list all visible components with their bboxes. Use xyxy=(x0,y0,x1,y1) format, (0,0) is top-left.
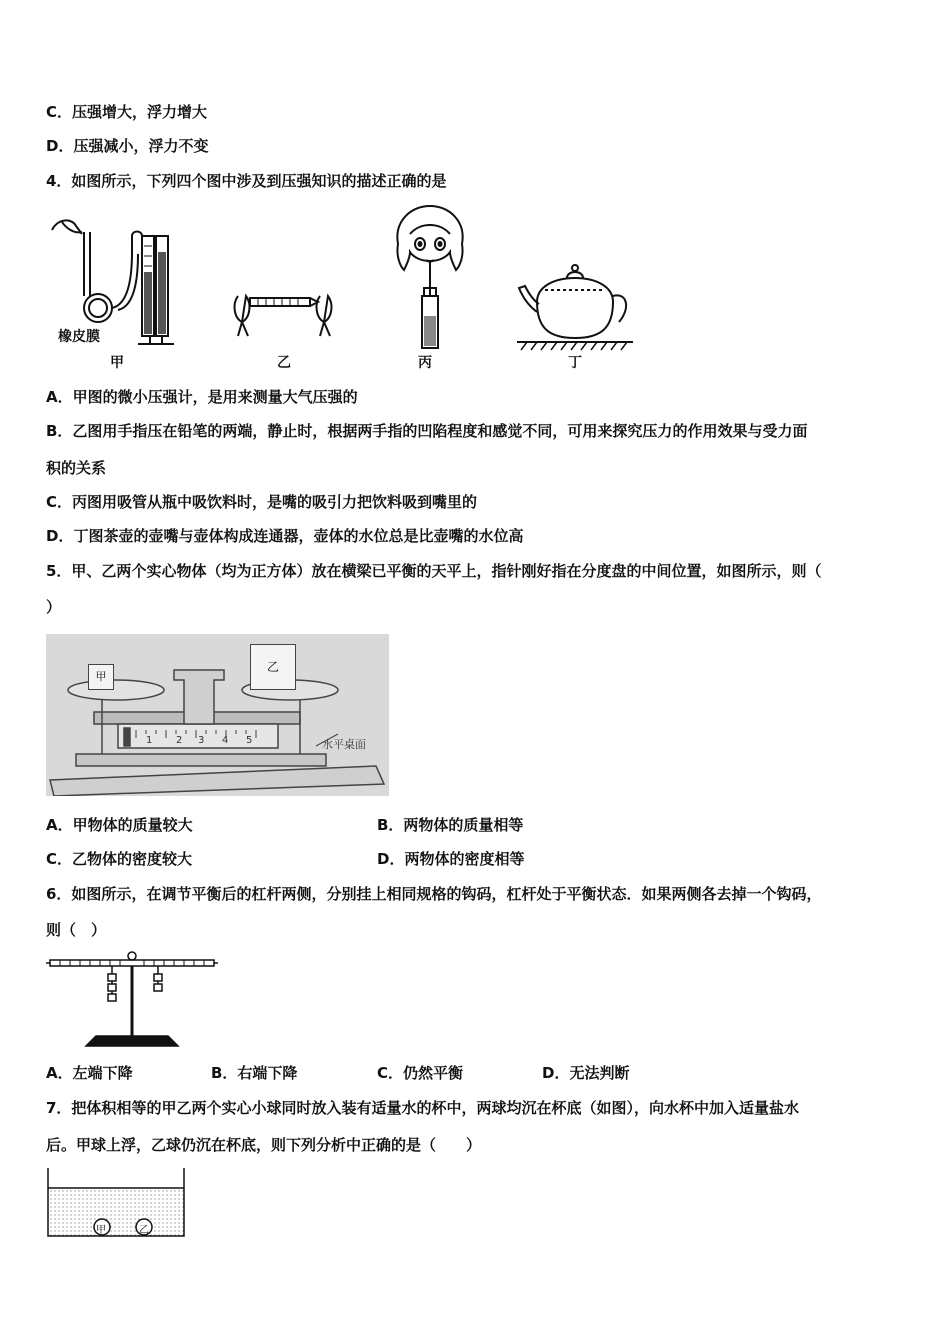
q6-option-d: D．无法判断 xyxy=(542,1064,630,1082)
q5-option-d: D．两物体的密度相等 xyxy=(377,850,525,868)
q5-option-a: A．甲物体的质量较大 xyxy=(46,816,193,834)
scale-tick-2: 2 xyxy=(176,735,183,746)
q6-stem-line2: 则（ ） xyxy=(46,921,107,939)
q6-option-a: A．左端下降 xyxy=(46,1064,133,1082)
q5-option-b: B．两物体的质量相等 xyxy=(377,816,524,834)
q4-option-b-line1: B．乙图用手指压在铅笔的两端，静止时，根据两手指的凹陷程度和感觉不同，可用来探究压力的作用效果与受力面 xyxy=(46,422,808,440)
q4-option-c: C．丙图用吸管从瓶中吸饮料时，是嘴的吸引力把饮料吸到嘴里的 xyxy=(46,493,478,511)
figure-bing-straw xyxy=(390,204,470,352)
figure-yi-pencil xyxy=(228,286,338,346)
q4-option-d: D．丁图茶壶的壶嘴与壶体构成连通器，壶体的水位总是比壶嘴的水位高 xyxy=(46,527,524,545)
figure-cup-balls xyxy=(46,1166,188,1238)
figure-lever xyxy=(46,950,218,1052)
label-membrane: 橡皮膜 xyxy=(58,329,100,345)
q7-stem-line1: 7．把体积相等的甲乙两个实心小球同时放入装有适量水的杯中，两球均沉在杯底（如图），向水杯中加入适量盐水 xyxy=(46,1099,799,1117)
label-bing: 丙 xyxy=(418,355,432,371)
label-ding: 丁 xyxy=(568,355,582,371)
balance-drawing xyxy=(46,634,389,796)
desk-label: 水平桌面 xyxy=(322,738,366,751)
scale-tick-3: 3 xyxy=(198,735,205,746)
figure-ding-teapot xyxy=(515,262,635,354)
q3-option-c: C．压强增大，浮力增大 xyxy=(46,103,208,121)
q5-option-c: C．乙物体的密度较大 xyxy=(46,850,193,868)
block-jia: 甲 xyxy=(88,664,114,690)
scale-tick-4: 4 xyxy=(222,735,229,746)
ball-yi-label: 乙 xyxy=(139,1225,149,1236)
q3-option-d: D．压强减小，浮力不变 xyxy=(46,137,209,155)
q7-stem-line2: 后。甲球上浮，乙球仍沉在杯底，则下列分析中正确的是（ ） xyxy=(46,1136,482,1154)
label-jia: 甲 xyxy=(110,355,124,371)
q6-option-c: C．仍然平衡 xyxy=(377,1064,464,1082)
q4-option-b-line2: 积的关系 xyxy=(46,459,107,477)
block-yi: 乙 xyxy=(250,644,296,690)
q4-stem: 4．如图所示，下列四个图中涉及到压强知识的描述正确的是 xyxy=(46,172,447,190)
q5-stem-line1: 5．甲、乙两个实心物体（均为正方体）放在横梁已平衡的天平上，指针刚好指在分度盘的中间位置，如图所示，则（ xyxy=(46,562,822,580)
figure-balance-photo xyxy=(46,634,389,796)
scale-tick-1: 1 xyxy=(146,735,153,746)
ball-jia-label: 甲 xyxy=(96,1225,106,1236)
q6-option-b: B．右端下降 xyxy=(211,1064,298,1082)
scale-tick-5: 5 xyxy=(246,735,253,746)
label-yi: 乙 xyxy=(277,355,291,371)
q6-stem-line1: 6．如图所示，在调节平衡后的杠杆两侧，分别挂上相同规格的钩码，杠杆处于平衡状态．如果两侧各去掉一个钩码， xyxy=(46,885,822,903)
q5-stem-line2: ） xyxy=(46,598,62,616)
q4-option-a: A．甲图的微小压强计，是用来测量大气压强的 xyxy=(46,388,358,406)
